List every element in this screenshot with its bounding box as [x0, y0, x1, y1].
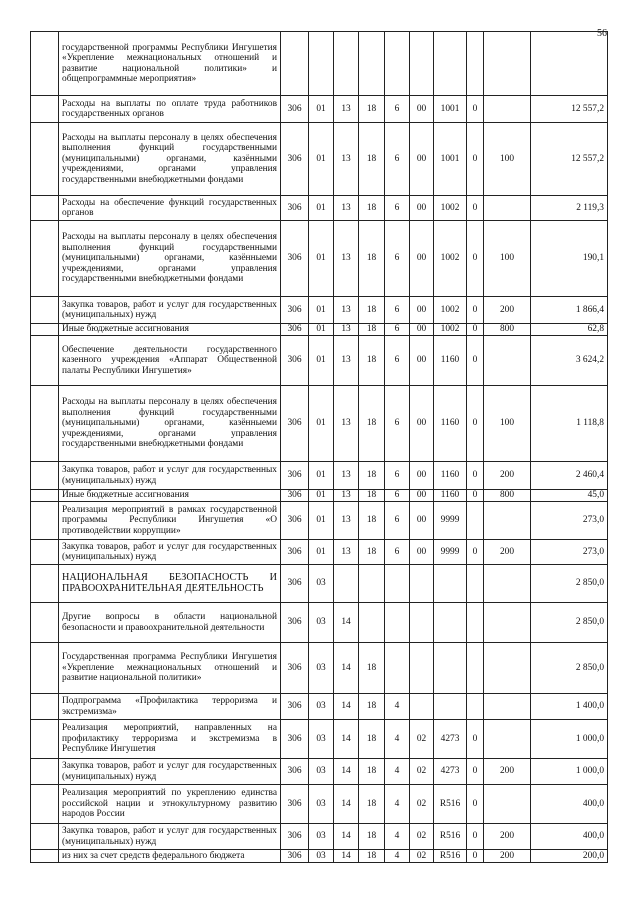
row-name-cell: НАЦИОНАЛЬНАЯ БЕЗОПАСНОСТЬ И ПРАВООХРАНИТЕЛЬНАЯ ДЕЯТЕЛЬНОСТЬ — [59, 565, 281, 603]
row-code-c4-cell: 4 — [385, 759, 410, 785]
row-amount-cell: 1 000,0 — [531, 759, 608, 785]
row-name-cell: Расходы на выплаты по оплате труда работников государственных органов — [59, 96, 281, 123]
row-amount-cell: 190,1 — [531, 221, 608, 297]
row-ministry-code-cell: 306 — [281, 336, 309, 386]
row-code-c6-cell: 1160 — [434, 490, 467, 502]
row-gutter-cell — [31, 221, 59, 297]
row-name-cell: Подпрограмма «Профилактика терроризма и экстремизма» — [59, 694, 281, 720]
row-name-cell: Иные бюджетные ассигнования — [59, 490, 281, 502]
table-row — [31, 694, 608, 720]
table-row — [31, 603, 608, 643]
table-row — [31, 96, 608, 123]
row-code-c4-cell: 6 — [385, 462, 410, 490]
row-code-c3-cell: 18 — [359, 540, 385, 565]
row-code-c7-cell — [467, 502, 484, 540]
row-code-c1-cell: 01 — [309, 123, 334, 196]
row-gutter-cell — [31, 759, 59, 785]
row-ministry-code-cell: 306 — [281, 759, 309, 785]
table-row — [31, 221, 608, 297]
row-code-c1-cell: 01 — [309, 221, 334, 297]
row-gutter-cell — [31, 502, 59, 540]
row-code-c5-cell — [410, 694, 434, 720]
budget-table — [30, 31, 608, 863]
row-name-cell: Расходы на обеспечение функций государственных органов — [59, 196, 281, 221]
row-gutter-cell — [31, 32, 59, 96]
row-gutter-cell — [31, 297, 59, 324]
row-code-c7-cell: 0 — [467, 96, 484, 123]
row-expense-type-cell — [484, 603, 531, 643]
row-expense-type-cell: 800 — [484, 324, 531, 336]
row-gutter-cell — [31, 324, 59, 336]
row-name-cell: Закупка товаров, работ и услуг для государственных (муниципальных) нужд — [59, 462, 281, 490]
row-amount-cell: 1 118,8 — [531, 386, 608, 462]
row-code-c7-cell: 0 — [467, 336, 484, 386]
row-code-c3-cell: 18 — [359, 196, 385, 221]
row-ministry-code-cell: 306 — [281, 785, 309, 824]
row-expense-type-cell: 200 — [484, 462, 531, 490]
row-name-cell: Расходы на выплаты персоналу в целях обеспечения выполнения функций государственными (муниципальными) органами, казёнными учреждениями, органами управления государственными внебюджетными фондами — [59, 123, 281, 196]
row-name-cell: Закупка товаров, работ и услуг для государственных (муниципальных) нужд — [59, 824, 281, 850]
row-code-c4-cell: 6 — [385, 324, 410, 336]
row-code-c3-cell: 18 — [359, 720, 385, 759]
row-code-c4-cell: 4 — [385, 850, 410, 863]
row-code-c3-cell: 18 — [359, 824, 385, 850]
row-code-c5-cell: 02 — [410, 850, 434, 863]
row-expense-type-cell — [484, 785, 531, 824]
row-code-c2-cell: 14 — [334, 643, 359, 694]
row-code-c7-cell — [467, 694, 484, 720]
row-gutter-cell — [31, 462, 59, 490]
row-code-c6-cell: R516 — [434, 850, 467, 863]
table-row — [31, 540, 608, 565]
row-name-cell: Иные бюджетные ассигнования — [59, 324, 281, 336]
row-amount-cell: 273,0 — [531, 540, 608, 565]
row-expense-type-cell: 200 — [484, 759, 531, 785]
row-code-c7-cell: 0 — [467, 759, 484, 785]
row-code-c1-cell: 01 — [309, 540, 334, 565]
row-ministry-code-cell: 306 — [281, 196, 309, 221]
row-code-c1-cell: 01 — [309, 336, 334, 386]
row-code-c5-cell — [410, 643, 434, 694]
table-row — [31, 32, 608, 96]
row-ministry-code-cell: 306 — [281, 386, 309, 462]
row-amount-cell: 1 000,0 — [531, 720, 608, 759]
row-name-cell: Закупка товаров, работ и услуг для государственных (муниципальных) нужд — [59, 540, 281, 565]
row-gutter-cell — [31, 336, 59, 386]
row-amount-cell: 200,0 — [531, 850, 608, 863]
row-expense-type-cell — [484, 720, 531, 759]
row-code-c6-cell: 1160 — [434, 386, 467, 462]
row-code-c4-cell — [385, 565, 410, 603]
row-code-c2-cell: 14 — [334, 720, 359, 759]
row-code-c3-cell: 18 — [359, 324, 385, 336]
row-code-c2-cell: 13 — [334, 297, 359, 324]
row-ministry-code-cell: 306 — [281, 643, 309, 694]
row-code-c1-cell: 03 — [309, 824, 334, 850]
row-code-c1-cell: 03 — [309, 850, 334, 863]
row-gutter-cell — [31, 386, 59, 462]
row-code-c7-cell — [467, 32, 484, 96]
row-code-c6-cell: 1160 — [434, 336, 467, 386]
row-ministry-code-cell: 306 — [281, 720, 309, 759]
row-amount-cell: 400,0 — [531, 824, 608, 850]
row-code-c3-cell: 18 — [359, 850, 385, 863]
row-ministry-code-cell: 306 — [281, 850, 309, 863]
row-gutter-cell — [31, 694, 59, 720]
row-gutter-cell — [31, 123, 59, 196]
row-code-c6-cell: 9999 — [434, 502, 467, 540]
row-code-c2-cell: 14 — [334, 785, 359, 824]
row-code-c1-cell: 01 — [309, 297, 334, 324]
row-ministry-code-cell: 306 — [281, 490, 309, 502]
row-gutter-cell — [31, 785, 59, 824]
row-name-cell: Обеспечение деятельности государственного казенного учреждения «Аппарат Общественной палаты Республики Ингушетия» — [59, 336, 281, 386]
table-row — [31, 824, 608, 850]
row-code-c7-cell: 0 — [467, 785, 484, 824]
row-code-c7-cell: 0 — [467, 324, 484, 336]
row-name-cell: Расходы на выплаты персоналу в целях обеспечения выполнения функций государственными (муниципальными) органами, казённыеми учреждениями, органами управления государственными внебюджетными фондами — [59, 386, 281, 462]
row-code-c6-cell: 1160 — [434, 462, 467, 490]
row-ministry-code-cell — [281, 32, 309, 96]
row-code-c7-cell: 0 — [467, 824, 484, 850]
row-code-c2-cell: 13 — [334, 96, 359, 123]
row-code-c7-cell — [467, 565, 484, 603]
row-expense-type-cell: 100 — [484, 123, 531, 196]
row-code-c3-cell: 18 — [359, 96, 385, 123]
row-amount-cell: 1 400,0 — [531, 694, 608, 720]
row-code-c4-cell: 4 — [385, 694, 410, 720]
row-code-c3-cell: 18 — [359, 221, 385, 297]
row-code-c5-cell — [410, 32, 434, 96]
row-name-cell: Закупка товаров, работ и услуг для государственных (муниципальных) нужд — [59, 759, 281, 785]
row-code-c4-cell: 6 — [385, 386, 410, 462]
row-code-c5-cell: 00 — [410, 490, 434, 502]
row-expense-type-cell — [484, 502, 531, 540]
row-code-c2-cell — [334, 565, 359, 603]
row-name-cell: Расходы на выплаты персоналу в целях обеспечения выполнения функций государственными (муниципальными) органами, казённыеми учреждениями, органами управления государственными внебюджетными фондами — [59, 221, 281, 297]
row-code-c1-cell: 01 — [309, 386, 334, 462]
row-code-c4-cell: 6 — [385, 490, 410, 502]
row-code-c7-cell: 0 — [467, 123, 484, 196]
row-code-c3-cell: 18 — [359, 759, 385, 785]
row-code-c3-cell: 18 — [359, 336, 385, 386]
row-code-c5-cell — [410, 565, 434, 603]
row-name-cell: Закупка товаров, работ и услуг для государственных (муниципальных) нужд — [59, 297, 281, 324]
table-row — [31, 196, 608, 221]
row-name-cell: Реализация мероприятий в рамках государственной программы Республики Ингушетия «О противодействии коррупции» — [59, 502, 281, 540]
row-code-c2-cell: 13 — [334, 324, 359, 336]
table-row — [31, 565, 608, 603]
row-code-c2-cell: 14 — [334, 824, 359, 850]
row-expense-type-cell — [484, 32, 531, 96]
row-gutter-cell — [31, 565, 59, 603]
row-code-c6-cell: R516 — [434, 824, 467, 850]
row-expense-type-cell: 200 — [484, 850, 531, 863]
row-ministry-code-cell: 306 — [281, 324, 309, 336]
row-gutter-cell — [31, 824, 59, 850]
row-ministry-code-cell: 306 — [281, 565, 309, 603]
row-code-c4-cell: 6 — [385, 297, 410, 324]
row-amount-cell: 2 119,3 — [531, 196, 608, 221]
row-gutter-cell — [31, 603, 59, 643]
row-code-c6-cell: 1001 — [434, 96, 467, 123]
row-code-c3-cell: 18 — [359, 694, 385, 720]
row-gutter-cell — [31, 196, 59, 221]
row-amount-cell: 12 557,2 — [531, 123, 608, 196]
row-code-c4-cell: 6 — [385, 96, 410, 123]
row-code-c2-cell — [334, 32, 359, 96]
row-ministry-code-cell: 306 — [281, 502, 309, 540]
row-expense-type-cell: 100 — [484, 221, 531, 297]
row-code-c2-cell: 13 — [334, 502, 359, 540]
budget-table-body — [31, 32, 608, 863]
row-code-c6-cell — [434, 643, 467, 694]
row-expense-type-cell — [484, 565, 531, 603]
row-amount-cell: 273,0 — [531, 502, 608, 540]
row-name-cell: Другие вопросы в области национальной безопасности и правоохранительной деятельности — [59, 603, 281, 643]
row-code-c2-cell: 13 — [334, 221, 359, 297]
row-code-c7-cell: 0 — [467, 540, 484, 565]
row-code-c7-cell: 0 — [467, 720, 484, 759]
row-expense-type-cell: 200 — [484, 297, 531, 324]
row-code-c1-cell: 01 — [309, 490, 334, 502]
row-ministry-code-cell: 306 — [281, 462, 309, 490]
row-code-c3-cell — [359, 32, 385, 96]
row-code-c3-cell: 18 — [359, 502, 385, 540]
row-code-c2-cell: 13 — [334, 386, 359, 462]
row-code-c7-cell — [467, 603, 484, 643]
row-code-c2-cell: 14 — [334, 759, 359, 785]
row-code-c4-cell: 6 — [385, 123, 410, 196]
row-code-c5-cell: 00 — [410, 324, 434, 336]
table-row — [31, 850, 608, 863]
row-code-c5-cell: 02 — [410, 824, 434, 850]
row-code-c5-cell: 00 — [410, 336, 434, 386]
row-code-c6-cell: 1002 — [434, 221, 467, 297]
row-ministry-code-cell: 306 — [281, 297, 309, 324]
row-code-c2-cell: 13 — [334, 540, 359, 565]
table-row — [31, 123, 608, 196]
row-amount-cell: 400,0 — [531, 785, 608, 824]
row-ministry-code-cell: 306 — [281, 540, 309, 565]
row-name-cell: Государственная программа Республики Ингушетия «Укрепление межнациональных отношений и развитие национальной политики» — [59, 643, 281, 694]
row-code-c6-cell — [434, 565, 467, 603]
row-ministry-code-cell: 306 — [281, 694, 309, 720]
row-code-c3-cell: 18 — [359, 386, 385, 462]
row-ministry-code-cell: 306 — [281, 603, 309, 643]
row-code-c5-cell: 00 — [410, 297, 434, 324]
row-code-c7-cell: 0 — [467, 462, 484, 490]
row-code-c2-cell: 13 — [334, 336, 359, 386]
row-code-c2-cell: 14 — [334, 694, 359, 720]
row-code-c1-cell: 03 — [309, 720, 334, 759]
table-row — [31, 785, 608, 824]
row-code-c1-cell — [309, 32, 334, 96]
row-expense-type-cell: 200 — [484, 540, 531, 565]
row-code-c6-cell — [434, 603, 467, 643]
row-code-c3-cell: 18 — [359, 785, 385, 824]
row-code-c4-cell: 6 — [385, 502, 410, 540]
row-code-c4-cell: 4 — [385, 720, 410, 759]
table-row — [31, 336, 608, 386]
row-code-c4-cell: 6 — [385, 336, 410, 386]
row-code-c4-cell: 6 — [385, 540, 410, 565]
row-code-c7-cell: 0 — [467, 386, 484, 462]
row-ministry-code-cell: 306 — [281, 123, 309, 196]
table-row — [31, 490, 608, 502]
row-code-c3-cell: 18 — [359, 490, 385, 502]
row-code-c4-cell — [385, 32, 410, 96]
row-expense-type-cell: 200 — [484, 824, 531, 850]
row-code-c5-cell: 00 — [410, 123, 434, 196]
row-code-c7-cell: 0 — [467, 221, 484, 297]
row-code-c1-cell: 01 — [309, 462, 334, 490]
row-code-c2-cell: 14 — [334, 850, 359, 863]
page-number: 56 — [597, 28, 607, 39]
row-expense-type-cell — [484, 336, 531, 386]
row-code-c5-cell: 00 — [410, 502, 434, 540]
row-code-c5-cell: 02 — [410, 759, 434, 785]
row-code-c2-cell: 14 — [334, 603, 359, 643]
row-expense-type-cell — [484, 96, 531, 123]
row-code-c5-cell: 00 — [410, 540, 434, 565]
row-code-c3-cell — [359, 603, 385, 643]
row-code-c6-cell: 1002 — [434, 297, 467, 324]
table-row — [31, 643, 608, 694]
row-gutter-cell — [31, 540, 59, 565]
table-row — [31, 720, 608, 759]
row-ministry-code-cell: 306 — [281, 824, 309, 850]
row-code-c1-cell: 03 — [309, 603, 334, 643]
row-code-c5-cell: 02 — [410, 720, 434, 759]
row-code-c3-cell: 18 — [359, 297, 385, 324]
row-code-c1-cell: 03 — [309, 759, 334, 785]
row-name-cell: Реализация мероприятий, направленных на профилактику терроризма и экстремизма в Республике Ингушетия — [59, 720, 281, 759]
row-code-c4-cell: 4 — [385, 785, 410, 824]
row-code-c5-cell: 02 — [410, 785, 434, 824]
row-expense-type-cell — [484, 643, 531, 694]
row-code-c6-cell: R516 — [434, 785, 467, 824]
row-amount-cell: 3 624,2 — [531, 336, 608, 386]
row-code-c6-cell — [434, 694, 467, 720]
row-code-c5-cell: 00 — [410, 221, 434, 297]
row-code-c2-cell: 13 — [334, 462, 359, 490]
row-code-c2-cell: 13 — [334, 196, 359, 221]
row-code-c3-cell: 18 — [359, 643, 385, 694]
table-row — [31, 386, 608, 462]
row-code-c1-cell: 01 — [309, 502, 334, 540]
row-gutter-cell — [31, 850, 59, 863]
row-amount-cell: 2 850,0 — [531, 603, 608, 643]
table-row — [31, 759, 608, 785]
row-gutter-cell — [31, 490, 59, 502]
row-code-c3-cell: 18 — [359, 462, 385, 490]
row-code-c6-cell: 4273 — [434, 759, 467, 785]
row-amount-cell: 2 850,0 — [531, 643, 608, 694]
row-amount-cell: 2 460,4 — [531, 462, 608, 490]
row-code-c1-cell: 03 — [309, 565, 334, 603]
row-name-cell: из них за счет средств федерального бюджета — [59, 850, 281, 863]
row-expense-type-cell — [484, 694, 531, 720]
row-code-c5-cell: 00 — [410, 462, 434, 490]
row-code-c7-cell: 0 — [467, 490, 484, 502]
row-code-c6-cell: 9999 — [434, 540, 467, 565]
row-code-c5-cell: 00 — [410, 386, 434, 462]
table-row — [31, 297, 608, 324]
row-code-c4-cell: 6 — [385, 221, 410, 297]
row-amount-cell: 62,8 — [531, 324, 608, 336]
row-code-c6-cell: 4273 — [434, 720, 467, 759]
row-code-c2-cell: 13 — [334, 490, 359, 502]
row-code-c5-cell: 00 — [410, 96, 434, 123]
row-code-c3-cell: 18 — [359, 123, 385, 196]
row-code-c1-cell: 03 — [309, 785, 334, 824]
row-code-c1-cell: 03 — [309, 643, 334, 694]
row-amount-cell: 12 557,2 — [531, 96, 608, 123]
row-code-c1-cell: 01 — [309, 324, 334, 336]
row-code-c4-cell — [385, 643, 410, 694]
row-expense-type-cell: 100 — [484, 386, 531, 462]
row-code-c6-cell: 1001 — [434, 123, 467, 196]
row-amount-cell: 1 866,4 — [531, 297, 608, 324]
row-ministry-code-cell: 306 — [281, 96, 309, 123]
row-code-c2-cell: 13 — [334, 123, 359, 196]
row-amount-cell: 2 850,0 — [531, 565, 608, 603]
row-name-cell: Реализация мероприятий по укреплению единства российской нации и этнокультурному развитию народов России — [59, 785, 281, 824]
row-code-c5-cell: 00 — [410, 196, 434, 221]
row-code-c7-cell — [467, 643, 484, 694]
row-code-c4-cell — [385, 603, 410, 643]
table-row — [31, 502, 608, 540]
row-gutter-cell — [31, 720, 59, 759]
row-amount-cell: 45,0 — [531, 490, 608, 502]
row-code-c1-cell: 03 — [309, 694, 334, 720]
row-code-c7-cell: 0 — [467, 850, 484, 863]
row-gutter-cell — [31, 643, 59, 694]
row-name-cell: государственной программы Республики Ингушетия «Укрепление межнациональных отношений и развитие национальной политики» и общепрограммные мероприятия» — [59, 32, 281, 96]
row-code-c1-cell: 01 — [309, 196, 334, 221]
row-code-c6-cell: 1002 — [434, 196, 467, 221]
row-expense-type-cell: 800 — [484, 490, 531, 502]
table-row — [31, 462, 608, 490]
table-row — [31, 324, 608, 336]
row-amount-cell — [531, 32, 608, 96]
row-code-c3-cell — [359, 565, 385, 603]
row-code-c7-cell: 0 — [467, 297, 484, 324]
row-ministry-code-cell: 306 — [281, 221, 309, 297]
row-code-c5-cell — [410, 603, 434, 643]
row-expense-type-cell — [484, 196, 531, 221]
row-code-c4-cell: 6 — [385, 196, 410, 221]
row-code-c7-cell: 0 — [467, 196, 484, 221]
row-gutter-cell — [31, 96, 59, 123]
row-code-c4-cell: 4 — [385, 824, 410, 850]
row-code-c6-cell — [434, 32, 467, 96]
row-code-c1-cell: 01 — [309, 96, 334, 123]
row-code-c6-cell: 1002 — [434, 324, 467, 336]
